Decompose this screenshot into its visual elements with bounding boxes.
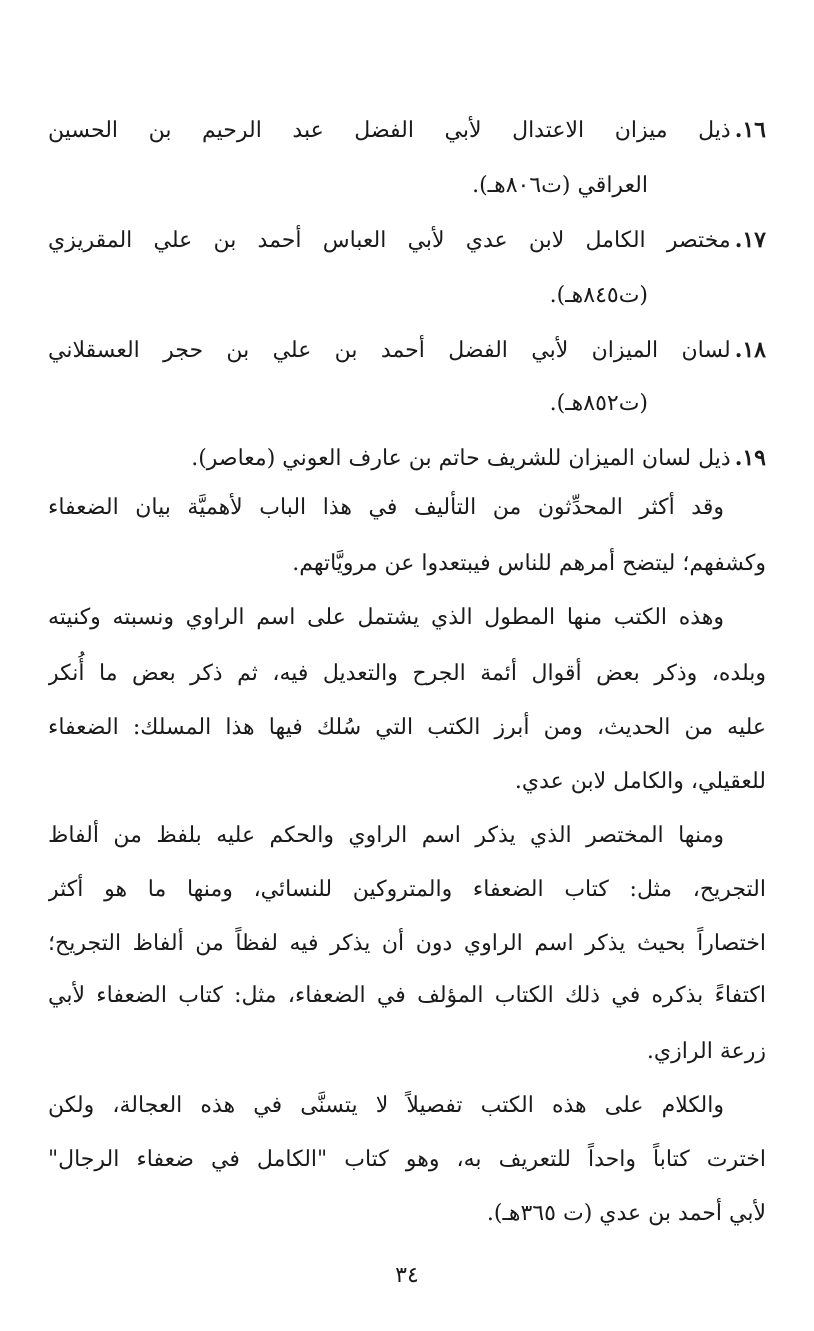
list-item-17-text-1: مختصر الكامل لابن عدي لأبي العباس أحمد بن علي المقريزي bbox=[48, 228, 731, 253]
list-item-17-number: ١٧. bbox=[734, 227, 766, 253]
list-item-17-line-1 bbox=[48, 214, 766, 266]
paragraph-1-line-2: وكشفهم؛ ليتضح أمرهم للناس فيبتعدوا عن مرويَّاتهم. bbox=[292, 551, 766, 576]
list-item-18-text-1: لسان الميزان لأبي الفضل أحمد بن علي بن حجر العسقلاني bbox=[48, 338, 731, 363]
paragraph-2-line-1: وهذه الكتب منها المطول الذي يشتمل على اسم الراوي ونسبته وكنيته bbox=[48, 605, 724, 630]
paragraph-2-line-3: عليه من الحديث، ومن أبرز الكتب التي سُلك فيها هذا المسلك: الضعفاء bbox=[48, 715, 766, 740]
paragraph-3-line-5: زرعة الرازي. bbox=[646, 1039, 766, 1064]
paragraph-2-line-2: وبلده، وذكر بعض أقوال أئمة الجرح والتعديل فيه، ثم ذكر بعض ما أُنكر bbox=[48, 661, 766, 686]
list-item-18-number: ١٨. bbox=[734, 337, 766, 363]
paragraph-3-line-4: اكتفاءً بذكره في ذلك الكتاب المؤلف في الضعفاء، مثل: كتاب الضعفاء لأبي bbox=[48, 983, 766, 1008]
list-item-16-number: ١٦. bbox=[734, 117, 766, 143]
paragraph-3-line-1: ومنها المختصر الذي يذكر اسم الراوي والحكم عليه بلفظ من ألفاظ bbox=[48, 823, 724, 848]
list-item-16-line-1 bbox=[48, 104, 766, 156]
list-item-17-line-2: (ت٨٤٥هـ). bbox=[549, 283, 648, 308]
paragraph-3-line-2: التجريح، مثل: كتاب الضعفاء والمتروكين للنسائي، ومنها ما هو أكثر bbox=[48, 877, 766, 902]
paragraph-4-line-2: اخترت كتاباً واحداً للتعريف به، وهو كتاب "الكامل في ضعفاء الرجال" bbox=[48, 1147, 766, 1172]
list-item-16-text-1: ذيل ميزان الاعتدال لأبي الفضل عبد الرحيم بن الحسين bbox=[48, 118, 731, 143]
paragraph-3-line-3: اختصاراً بحيث يذكر اسم الراوي دون أن يذكر فيه لفظاً من ألفاظ التجريح؛ bbox=[48, 931, 766, 956]
paragraph-1-line-1: وقد أكثر المحدِّثون من التأليف في هذا الباب لأهميَّة بيان الضعفاء bbox=[48, 495, 724, 520]
list-item-19-text-1: ذيل لسان الميزان للشريف حاتم بن عارف العوني (معاصر). bbox=[191, 446, 731, 471]
paragraph-2-line-4: للعقيلي، والكامل لابن عدي. bbox=[514, 769, 766, 794]
page-number: ٣٤ bbox=[395, 1263, 419, 1288]
list-item-18-line-2: (ت٨٥٢هـ). bbox=[549, 391, 648, 416]
list-item-19-line-1 bbox=[48, 432, 766, 484]
list-item-18-line-1 bbox=[48, 324, 766, 376]
paragraph-4-line-1: والكلام على هذه الكتب تفصيلاً لا يتسنَّى في هذه العجالة، ولكن bbox=[48, 1093, 724, 1118]
list-item-19-number: ١٩. bbox=[734, 445, 766, 471]
list-item-16-line-2: العراقي (ت٨٠٦هـ). bbox=[472, 173, 648, 198]
paragraph-4-line-3: لأبي أحمد بن عدي (ت ٣٦٥هـ). bbox=[486, 1201, 766, 1226]
